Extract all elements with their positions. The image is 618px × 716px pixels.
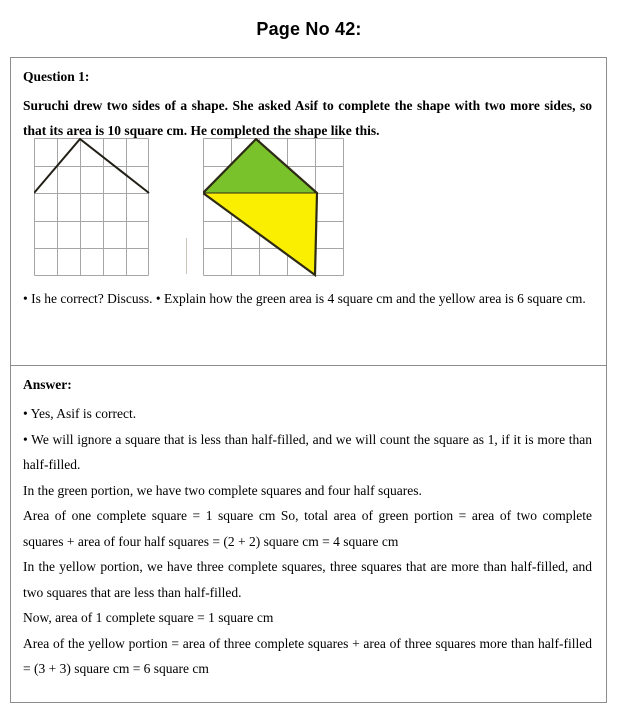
figure-completed-shape-svg — [203, 138, 348, 280]
question-section — [11, 58, 606, 366]
answer-line: Area of one complete square = 1 square cm So, total area of green portion = area of two complete squares + area of four half squares = (2 + 2) square cm = 4 square cm — [23, 508, 592, 549]
question-bullets — [23, 286, 598, 312]
worksheet-card — [10, 57, 607, 703]
figure-two-sides-svg — [34, 138, 154, 280]
answer-line: • Yes, Asif is correct. — [23, 406, 137, 421]
question-heading: Question 1: — [23, 69, 90, 84]
question-bullets-text: • Is he correct? Discuss. • Explain how the green area is 4 square cm and the yellow area is 6 square cm. — [23, 291, 586, 306]
answer-line: In the yellow portion, we have three complete squares, three squares that are more than half-filled, and two squares that are less than half-filled. — [23, 559, 592, 600]
answer-line: Area of the yellow portion = area of three complete squares + area of three squares more than half-filled = (3 + 3) square cm = 6 square cm — [23, 635, 592, 676]
answer-heading: Answer: — [23, 377, 72, 392]
question-figures — [23, 138, 598, 283]
page-title: Page No 42: — [256, 19, 362, 39]
answer-line: • We will ignore a square that is less than half-filled, and we will count the square as 1, if it is more than half-filled. — [23, 431, 592, 472]
figure-completed-shape — [203, 138, 348, 285]
answer-line: Now, area of 1 complete square = 1 square cm — [23, 610, 274, 625]
question-body-text: Suruchi drew two sides of a shape. She asked Asif to complete the shape with two more sides, so that its area is 10 square cm. He completed the shape like this. — [23, 98, 592, 138]
grid-lines-left — [35, 139, 149, 276]
answer-section — [11, 366, 606, 703]
answer-line: In the green portion, we have two complete squares and four half squares. — [23, 482, 422, 498]
answer-body — [23, 401, 594, 682]
grid-edge-artifact — [186, 238, 187, 274]
figure-two-sides — [34, 138, 154, 285]
